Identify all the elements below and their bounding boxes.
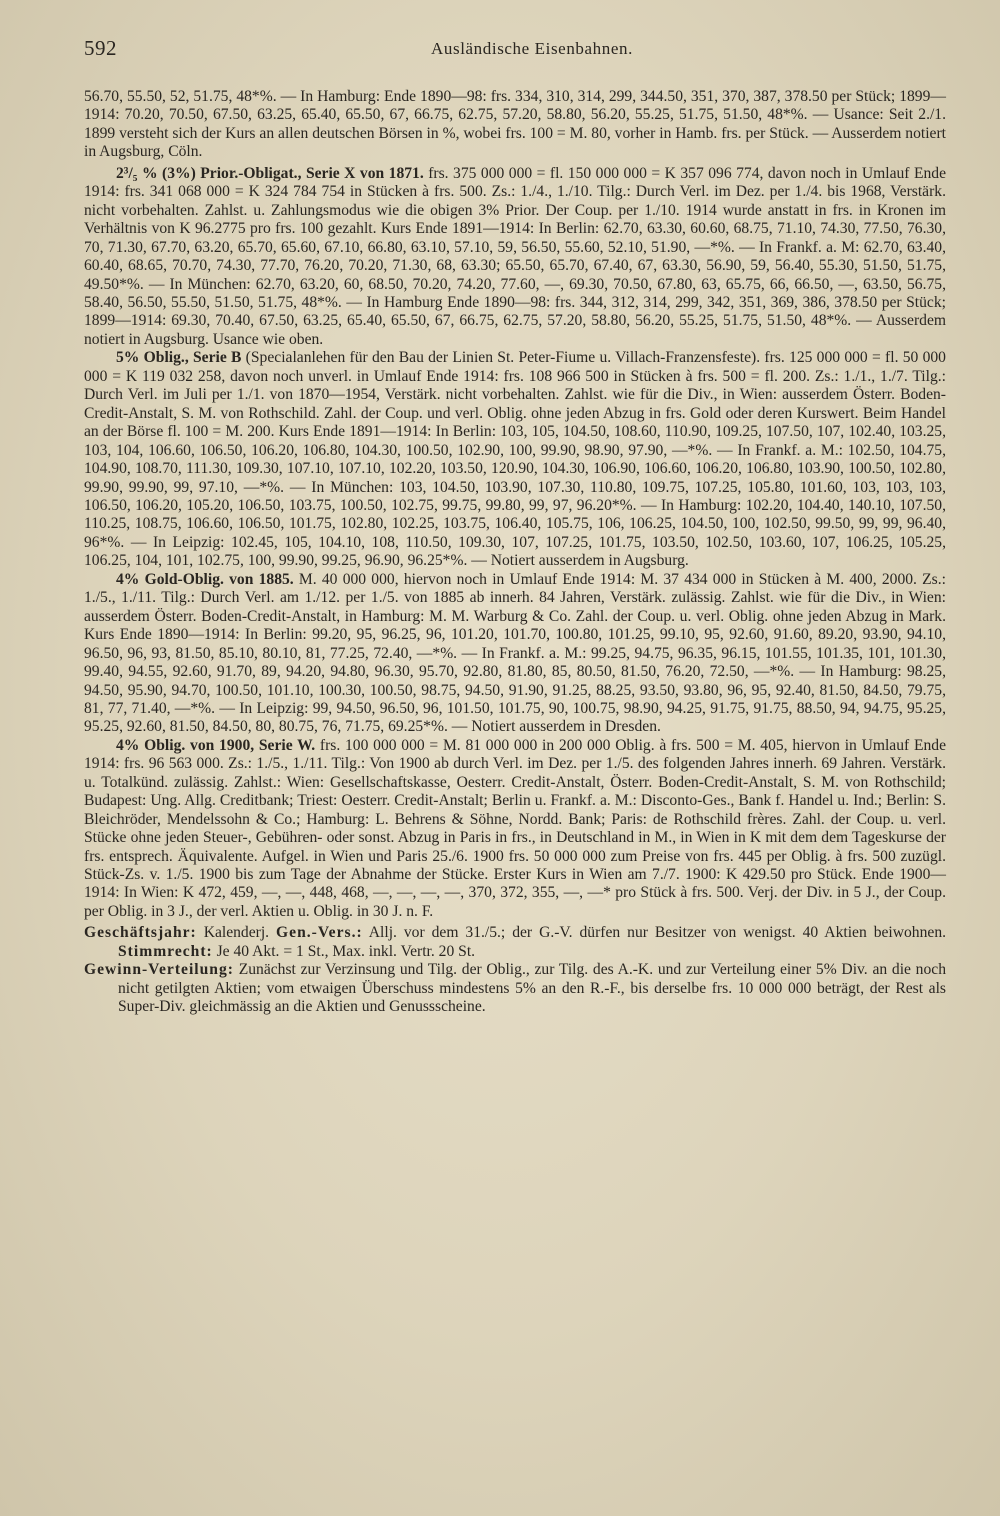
section-heading: 5% Oblig., Serie B	[116, 349, 242, 367]
section-heading: Stimmrecht:	[118, 942, 213, 960]
section-heading: 4% Gold-Oblig. von 1885.	[116, 570, 294, 588]
paragraph-text: M. 40 000 000, hiervon noch in Umlauf Ende 1914: M. 37 434 000 in Stücken à M. 400, 2000. Zs.: 1./5., 1./11. Tilg.: Durch Verl. am 1./12. per 1./5. von 1885 ab innerh. 84 Jahren, Verstärk. zulässig. Zahlst. wie für die Div., in Wien: ausserdem Österr. Boden-Credit-Anstalt, in Hamburg: M. M. Warburg & Co. Zahl. der Coup. u. verl. Oblig. ohne jeden Abzug in Mark. Kurs Ende 1890—1914: In Berlin: 99.20, 95, 96.25, 96, 101.20, 101.70, 100.80, 101.25, 99.10, 95, 92.60, 91.60, 89.20, 93.90, 94.10, 96.50, 96, 93, 81.50, 85.10, 80.10, 81, 77.25, 72.40, —*%. — In Frankf. a. M.: 99.25, 94.75, 96.35, 96.15, 101.55, 101.35, 101, 101.30, 99.40, 94.55, 92.60, 91.70, 89, 94.20, 94.80, 96.30, 95.70, 92.80, 81.80, 85, 80.50, 81.50, 76.20, 72.50, —*%. — In Hamburg: 98.25, 94.50, 95.90, 94.70, 100.50, 101.10, 100.30, 100.50, 98.75, 94.50, 91.90, 91.25, 88.25, 93.50, 93.80, 96, 95, 92.40, 81.50, 84.50, 79.75, 81, 77, 71.40, —*%. — In Leipzig: 99, 94.50, 96.50, 96, 101.50, 101.75, 90, 100.75, 98.90, 94.25, 91.75, 91.75, 88.50, 94, 94.75, 95.25, 95.25, 92.60, 81.50, 84.50, 80, 80.75, 76, 71.75, 69.25*%. — Notiert ausserdem in Dresden.	[84, 570, 946, 736]
paragraph-text: Zunächst zur Verzinsung und Tilg. der Oblig., zur Tilg. des A.-K. und zur Verteilung einer 5% Div. an die noch nicht getilgten Aktien; vom etwaigen Überschuss mindestens 5% an den R.-F., bis derselbe frs. 10 000 000 beträgt, der Rest als Super-Div. gleichmässig an die Aktien und Genussscheine.	[118, 961, 946, 1016]
section-heading: Geschäftsjahr:	[84, 924, 197, 942]
paragraph-oblig-1900-serie-w	[84, 737, 946, 922]
paragraph-text: Je 40 Akt. = 1 St., Max. inkl. Vertr. 20 St.	[212, 942, 476, 960]
paragraph-continuation	[84, 88, 946, 162]
section-heading: Gewinn-Verteilung:	[84, 961, 234, 979]
paragraph-oblig-serie-b	[84, 349, 946, 570]
section-heading: 4% Oblig. von 1900, Serie W.	[116, 736, 316, 754]
page-header	[84, 36, 940, 64]
paragraph-gold-oblig-1885	[84, 571, 946, 737]
section-heading: 2³/₅ % (3%) Prior.-Obligat., Serie X von 1871.	[116, 164, 424, 182]
paragraph-text: frs. 100 000 000 = M. 81 000 000 in 200 000 Oblig. à frs. 500 = M. 405, hiervon in Umlauf Ende 1914: frs. 96 563 000. Zs.: 1./5., 1./11. Tilg.: Von 1900 ab durch Verl. im Dez. per 1./5. des folgenden Jahres innerh. 69 Jahren. Verstärk. u. Totalkünd. zulässig. Zahlst.: Wien: Gesellschaftskasse, Oesterr. Credit-Anstalt, Österr. Boden-Credit-Anstalt, S. M. von Rothschild; Budapest: Ung. Allg. Creditbank; Triest: Oesterr. Credit-Anstalt; Berlin u. Frankf. a. M.: Disconto-Ges., Bank f. Handel u. Ind.; Berlin: S. Bleichröder, Mendelssohn & Co.; Hamburg: L. Behrens & Söhne, Nordd. Bank; Paris: de Rothschild frères. Zahl. der Coup. u. verl. Stücke ohne jeden Steuer-, Gebühren- oder sonst. Abzug in Paris in frs., in Deutschland in M., in Wien in K mit dem dem Tageskurse der frs. entsprech. Äquivalente. Aufgel. in Wien und Paris 25./6. 1900 frs. 50 000 000 zum Preise von frs. 445 per Oblig. à frs. 500 zuzügl. Stück-Zs. v. 1./5. 1900 bis zum Tage der Abnahme der Stücke. Erster Kurs in Wien am 7./7. 1900: K 429.50 pro Stück. Ende 1900—1914: In Wien: K 472, 459, —, —, 448, 468, —, —, —, —, 370, 372, 355, —, —* pro Stück à frs. 500. Verj. der Div. in 5 J., der Coup. per Oblig. in 3 J., der verl. Aktien u. Oblig. in 30 J. n. F.	[84, 736, 946, 920]
paragraph-text: frs. 375 000 000 = fl. 150 000 000 = K 357 096 774, davon noch in Umlauf Ende 1914: frs. 341 068 000 = K 324 784 754 in Stücken à frs. 500. Zs.: 1./4., 1./10. Tilg.: Durch Verl. im Dez. per 1./4. bis 1968, Verstärk. nicht vorbehalten. Zahlst. u. Zahlungsmodus wie die obigen 3% Prior. Der Coup. per 1./10. 1914 wurde anstatt in frs. in Kronen im Verhältnis von K 96.2775 pro frs. 100 gezahlt. Kurs Ende 1891—1914: In Berlin: 62.70, 63.30, 60.60, 68.75, 71.10, 74.30, 77.50, 76.30, 70, 71.30, 67.70, 63.20, 65.70, 65.60, 67.10, 66.80, 63.10, 57.10, 59, 56.50, 55.60, 52.10, 51.90, —*%. — In Frankf. a. M: 62.70, 63.40, 60.40, 68.65, 70.70, 74.30, 77.70, 76.20, 70.20, 71.30, 68, 63.30; 65.50, 65.70, 67.40, 67, 63.30, 56.90, 59, 56.40, 55.30, 51.50, 51.75, 49.50*%. — In München: 62.70, 63.20, 60, 68.50, 70.20, 74.20, 77.60, —, 69.30, 70.50, 67.80, 63, 65.75, 66, 66.50, —, 63.50, 56.75, 58.40, 56.50, 55.50, 51.50, 51.75, 48*%. — In Hamburg Ende 1890—98: frs. 344, 312, 314, 299, 342, 351, 369, 386, 378.50 per Stück; 1899—1914: 69.30, 70.40, 67.50, 63.25, 65.40, 65.50, 67, 66.75, 62.75, 57.20, 58.80, 56.20, 55.25, 51.75, 51.50, 48*%. — Ausserdem notiert in Augsburg. Usance wie oben.	[84, 164, 946, 348]
page-number: 592	[84, 36, 117, 60]
paragraph-gewinn-verteilung	[84, 961, 946, 1016]
paragraph-text: Kalenderj.	[196, 924, 277, 942]
section-heading: Gen.-Vers.:	[276, 924, 363, 942]
paragraph-text: (Specialanlehen für den Bau der Linien St. Peter-Fiume u. Villach-Franzensfeste). frs. 125 000 000 = fl. 50 000 000 = K 119 032 258, davon noch unverl. in Umlauf Ende 1914: frs. 108 966 500 in Stücken à frs. 500 = fl. 200. Zs.: 1./1., 1./7. Tilg.: Durch Verl. im Juli per 1./1. von 1870—1954, Verstärk. nicht vorbehalten. Zahlst. wie für die Div., in Wien: ausserdem Österr. Boden-Credit-Anstalt, S. M. von Rothschild. Zahl. der Coup. und verl. Oblig. ohne jeden Abzug in frs. Gold oder deren Kurswert. Beim Handel an der Börse fl. 100 = M. 200. Kurs Ende 1891—1914: In Berlin: 103, 105, 104.50, 108.60, 110.90, 109.25, 107.50, 107, 102.40, 103.25, 103, 104, 106.60, 106.50, 106.20, 106.80, 104.30, 100.50, 102.90, 100, 99.90, 98.90, 97.90, —*%. — In Frankf. a. M.: 102.50, 104.75, 104.90, 108.70, 111.30, 109.30, 107.10, 107.10, 102.20, 103.50, 120.90, 104.30, 106.90, 106.60, 106.20, 106.80, 103.90, 100.50, 102.80, 99.90, 99.90, 99, 97.10, —*%. — In München: 103, 104.50, 103.90, 107.30, 110.80, 109.75, 107.25, 105.80, 101.60, 103, 103, 103, 106.50, 106.20, 105.20, 106.50, 103.75, 100.50, 102.75, 99.75, 99.80, 99, 97, 96.20*%. — In Hamburg: 102.20, 104.40, 140.10, 107.50, 110.25, 108.75, 106.60, 106.50, 101.75, 102.80, 102.25, 103.75, 106.40, 105.75, 106, 106.25, 104.50, 100, 102.50, 99.50, 99, 99, 96.40, 96*%. — In Leipzig: 102.45, 105, 104.10, 108, 110.50, 109.30, 107, 107.25, 101.75, 103.50, 102.50, 103.60, 107, 106.25, 105.25, 106.25, 104, 101, 102.75, 100, 99.90, 99.25, 96.90, 96.25*%. — Notiert ausserdem in Augsburg.	[84, 349, 946, 570]
paragraph-prior-obligat-serie-x	[84, 165, 946, 350]
paragraph-text: Allj. vor dem 31./5.; der G.-V. dürfen nur Besitzer von wenigst. 40 Aktien beiwohnen.	[362, 924, 947, 942]
paragraph-text: 56.70, 55.50, 52, 51.75, 48*%. — In Hamburg: Ende 1890—98: frs. 334, 310, 314, 299, 344.50, 351, 370, 387, 378.50 per Stück; 1899—1914: 70.20, 70.50, 67.50, 63.25, 65.40, 65.50, 67, 66.75, 62.75, 57.20, 58.80, 56.20, 55.25, 51.75, 51.50, 48*%. — Usance: Seit 2./1. 1899 versteht sich der Kurs an allen deutschen Börsen in %, wobei frs. 100 = M. 80, vorher in Hamb. frs. per Stück. — Ausserdem notiert in Augsburg, Cöln.	[84, 88, 946, 161]
running-title: Ausländische Eisenbahnen.	[431, 39, 633, 58]
body-text	[84, 88, 946, 1017]
paragraph-geschaeftsjahr	[84, 924, 946, 961]
